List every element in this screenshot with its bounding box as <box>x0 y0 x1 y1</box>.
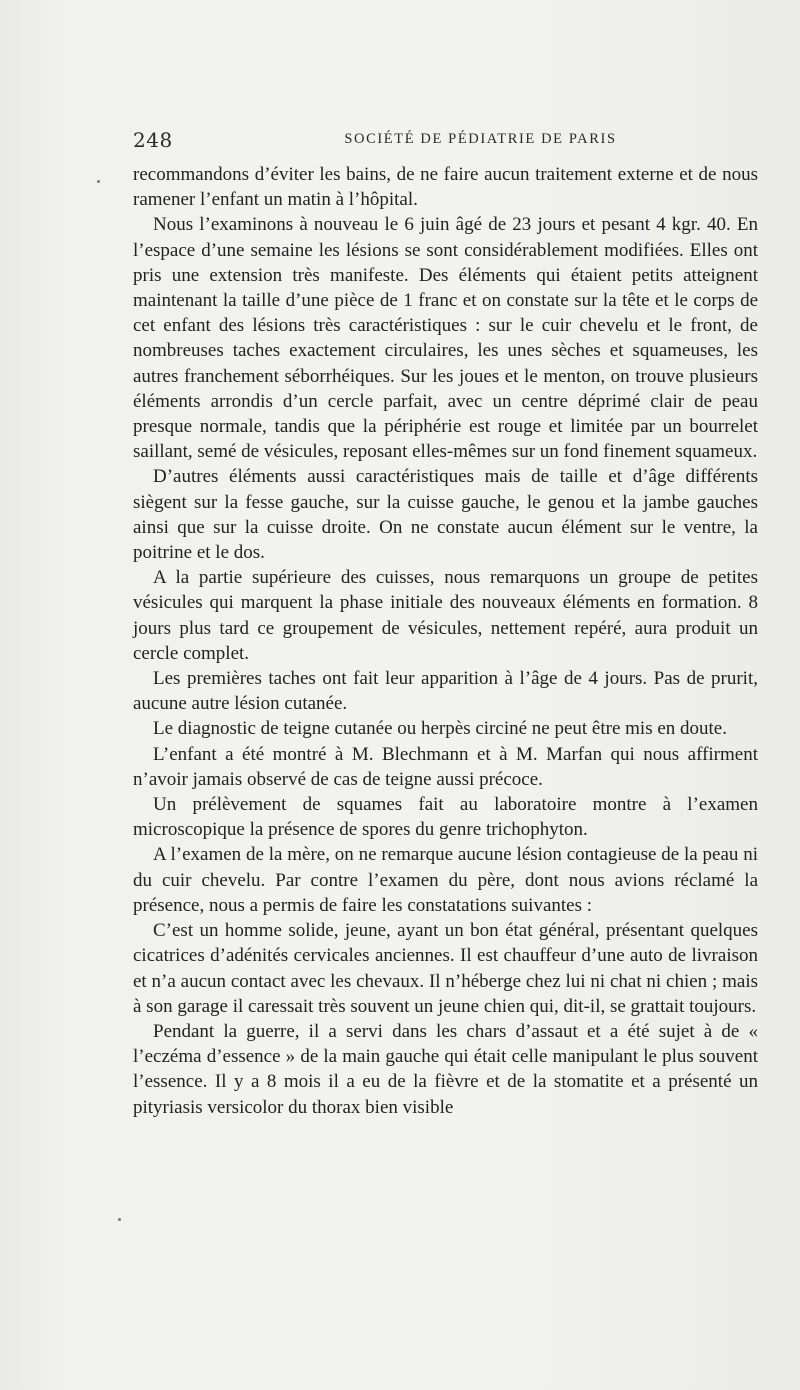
page-header <box>133 128 758 154</box>
dust-speck <box>97 180 100 183</box>
body-text <box>133 162 758 1120</box>
paragraph: Pendant la guerre, il a servi dans les chars d’assaut et a été sujet à de « l’eczéma d’essence » de la main gauche qui était celle manipulant le plus souvent l’essence. Il y a 8 mois il a eu de la fièvre et de la stomatite et a présenté un pityriasis versicolor du thorax bien visible <box>133 1020 758 1118</box>
paragraph: recommandons d’éviter les bains, de ne faire aucun traitement externe et de nous ramener l’enfant un matin à l’hôpital. <box>133 164 758 211</box>
running-title: SOCIÉTÉ DE PÉDIATRIE DE PARIS <box>344 131 617 147</box>
paragraph: Le diagnostic de teigne cutanée ou herpès circiné ne peut être mis en doute. <box>153 718 727 740</box>
paragraph: A la partie supérieure des cuisses, nous remarquons un groupe de petites vésicules qui marquent la phase initiale des nouveaux éléments en formation. 8 jours plus tard ce groupement de vésicules, nettement repéré, aura produit un cercle complet. <box>133 567 758 664</box>
paragraph: D’autres éléments aussi caractéristiques mais de taille et d’âge différents siègent sur la fesse gauche, sur la cuisse gauche, le genou et la jambe gauches ainsi que sur la cuisse droite. On ne constate aucun élément sur le ventre, la poitrine et le dos. <box>133 466 758 564</box>
paragraph: C’est un homme solide, jeune, ayant un bon état général, présentant quelques cicatrices d’adénités cervicales anciennes. Il est chauffeur d’une auto de livraison et n’a aucun contact avec les chevaux. Il n’héberge chez lui ni chat ni chien ; mais à son garage il caressait très souvent un jeune chien qui, dit-il, se grattait toujours. <box>133 920 758 1017</box>
paragraph: Nous l’examinons à nouveau le 6 juin âgé de 23 jours et pesant 4 kgr. 40. En l’espace d’une semaine les lésions se sont considérablement modifiées. Elles ont pris une extension très manifeste. Des éléments qui étaient petits atteignent maintenant la taille d’une pièce de 1 franc et on constate sur la tête et le corps de cet enfant des lésions très caractéristiques : sur le cuir chevelu et le front, de nombreuses taches exactement circulaires, les unes sèches et squameuses, les autres franchement séborrhéiques. Sur les joues et le menton, on trouve plusieurs éléments arrondis d’un cercle parfait, avec un centre déprimé clair de peau presque normale, tandis que la périphérie est rouge et limitée par un bourrelet saillant, semé de vésicules, reposant elles-mêmes sur un fond finement squameux. <box>133 214 758 463</box>
page-number: 248 <box>133 128 173 152</box>
paragraph: L’enfant a été montré à M. Blechmann et à M. Marfan qui nous affirment n’avoir jamais observé de cas de teigne aussi précoce. <box>133 743 758 790</box>
paragraph: Les premières taches ont fait leur apparition à l’âge de 4 jours. Pas de prurit, aucune autre lésion cutanée. <box>133 668 758 715</box>
dust-speck <box>118 1218 121 1221</box>
paragraph: A l’examen de la mère, on ne remarque aucune lésion contagieuse de la peau ni du cuir chevelu. Par contre l’examen du père, dont nous avions réclamé la présence, nous a permis de faire les constatations suivantes : <box>133 844 758 916</box>
paragraph: Un prélèvement de squames fait au laboratoire montre à l’examen microscopique la présence de spores du genre trichophyton. <box>133 794 758 841</box>
